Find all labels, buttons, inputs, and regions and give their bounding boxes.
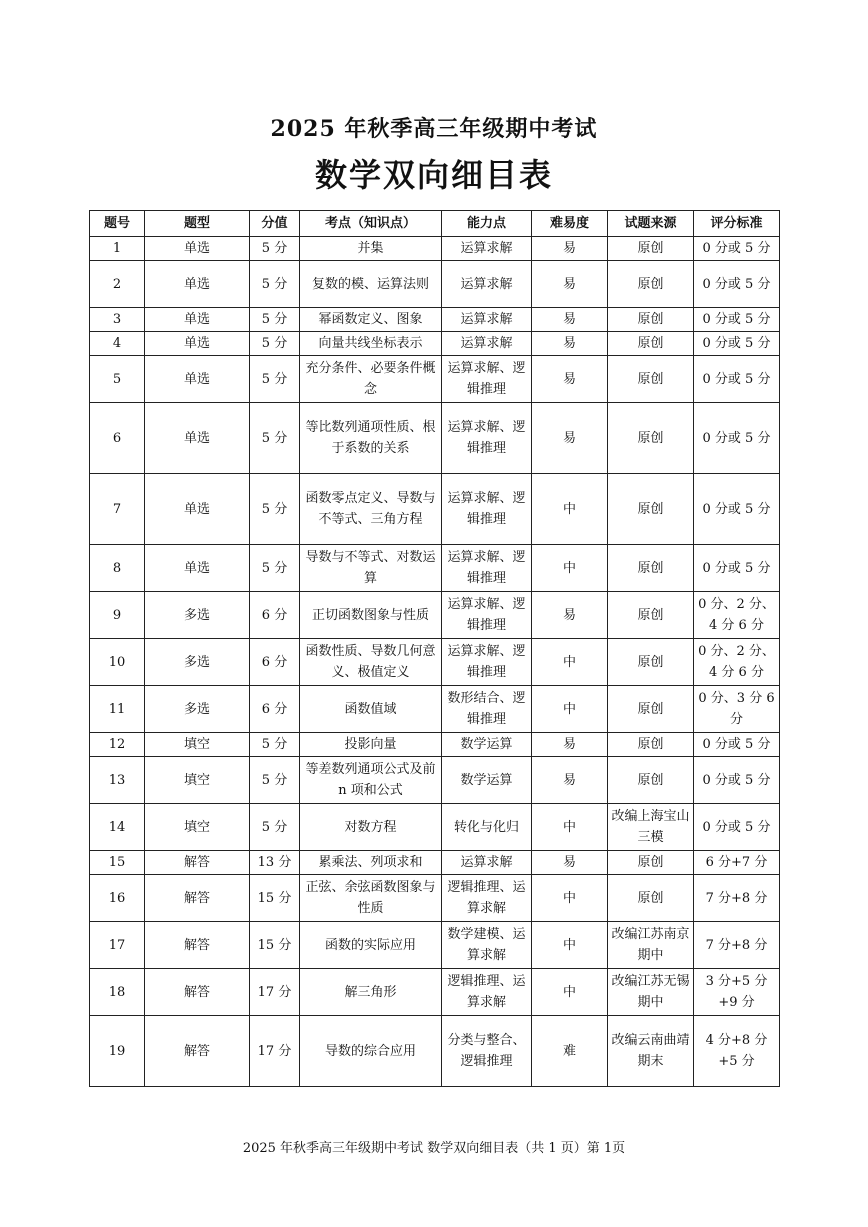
cell-grading: 0 分或 5 分 xyxy=(694,332,780,356)
cell-grading: 0 分或 5 分 xyxy=(694,474,780,545)
table-row xyxy=(90,261,780,308)
cell-question-type: 单选 xyxy=(145,545,250,592)
cell-question-no: 16 xyxy=(90,875,145,922)
cell-question-no: 5 xyxy=(90,356,145,403)
cell-source: 原创 xyxy=(608,545,694,592)
cell-ability: 运算求解、逻辑推理 xyxy=(442,639,532,686)
cell-score: 5 分 xyxy=(250,403,300,474)
cell-grading: 0 分或 5 分 xyxy=(694,308,780,332)
table-row xyxy=(90,237,780,261)
cell-ability: 转化与化归 xyxy=(442,804,532,851)
table-row xyxy=(90,332,780,356)
cell-question-no: 14 xyxy=(90,804,145,851)
cell-score: 5 分 xyxy=(250,308,300,332)
cell-source: 原创 xyxy=(608,733,694,757)
table-row xyxy=(90,875,780,922)
cell-grading: 0 分或 5 分 xyxy=(694,237,780,261)
cell-knowledge-point: 函数零点定义、导数与不等式、三角方程 xyxy=(300,474,442,545)
cell-knowledge-point: 解三角形 xyxy=(300,969,442,1016)
cell-score: 5 分 xyxy=(250,757,300,804)
cell-knowledge-point: 投影向量 xyxy=(300,733,442,757)
cell-difficulty: 中 xyxy=(532,474,608,545)
cell-grading: 7 分+8 分 xyxy=(694,875,780,922)
table-row xyxy=(90,545,780,592)
document-title: 数学双向细目表 xyxy=(314,156,553,194)
cell-question-no: 1 xyxy=(90,237,145,261)
cell-question-type: 单选 xyxy=(145,474,250,545)
cell-source: 原创 xyxy=(608,686,694,733)
cell-knowledge-point: 函数的实际应用 xyxy=(300,922,442,969)
cell-score: 15 分 xyxy=(250,922,300,969)
cell-score: 15 分 xyxy=(250,875,300,922)
cell-difficulty: 易 xyxy=(532,237,608,261)
cell-knowledge-point: 对数方程 xyxy=(300,804,442,851)
cell-question-no: 10 xyxy=(90,639,145,686)
cell-question-type: 填空 xyxy=(145,733,250,757)
cell-ability: 运算求解、逻辑推理 xyxy=(442,545,532,592)
cell-ability: 数学运算 xyxy=(442,757,532,804)
cell-knowledge-point: 导数的综合应用 xyxy=(300,1016,442,1087)
cell-source: 原创 xyxy=(608,639,694,686)
cell-ability: 逻辑推理、运算求解 xyxy=(442,875,532,922)
cell-knowledge-point: 函数值域 xyxy=(300,686,442,733)
cell-question-type: 单选 xyxy=(145,261,250,308)
table-row xyxy=(90,969,780,1016)
table-row xyxy=(90,757,780,804)
cell-knowledge-point: 等差数列通项公式及前 n 项和公式 xyxy=(300,757,442,804)
cell-score: 6 分 xyxy=(250,592,300,639)
cell-grading: 0 分或 5 分 xyxy=(694,403,780,474)
table-row xyxy=(90,403,780,474)
cell-difficulty: 中 xyxy=(532,545,608,592)
table-header-row xyxy=(90,211,780,237)
cell-source: 原创 xyxy=(608,261,694,308)
cell-source: 改编江苏无锡期中 xyxy=(608,969,694,1016)
cell-difficulty: 易 xyxy=(532,757,608,804)
cell-ability: 运算求解、逻辑推理 xyxy=(442,474,532,545)
table-row xyxy=(90,686,780,733)
cell-question-no: 4 xyxy=(90,332,145,356)
cell-difficulty: 中 xyxy=(532,922,608,969)
cell-ability: 运算求解、逻辑推理 xyxy=(442,356,532,403)
cell-question-type: 填空 xyxy=(145,804,250,851)
cell-question-type: 解答 xyxy=(145,969,250,1016)
cell-question-type: 解答 xyxy=(145,875,250,922)
cell-source: 原创 xyxy=(608,474,694,545)
cell-question-type: 多选 xyxy=(145,592,250,639)
cell-grading: 0 分、3 分 6 分 xyxy=(694,686,780,733)
cell-question-type: 多选 xyxy=(145,686,250,733)
cell-source: 原创 xyxy=(608,592,694,639)
cell-score: 17 分 xyxy=(250,1016,300,1087)
cell-source: 原创 xyxy=(608,875,694,922)
cell-score: 17 分 xyxy=(250,969,300,1016)
cell-knowledge-point: 幂函数定义、图象 xyxy=(300,308,442,332)
cell-difficulty: 中 xyxy=(532,969,608,1016)
table-row xyxy=(90,592,780,639)
cell-question-type: 多选 xyxy=(145,639,250,686)
cell-ability: 逻辑推理、运算求解 xyxy=(442,969,532,1016)
cell-question-type: 单选 xyxy=(145,332,250,356)
cell-source: 原创 xyxy=(608,851,694,875)
cell-question-no: 18 xyxy=(90,969,145,1016)
header-question-type: 题型 xyxy=(145,211,250,237)
cell-grading: 0 分或 5 分 xyxy=(694,804,780,851)
header-knowledge-point: 考点（知识点） xyxy=(300,211,442,237)
table-body xyxy=(90,237,780,1087)
cell-grading: 0 分、2 分、4 分 6 分 xyxy=(694,639,780,686)
cell-difficulty: 中 xyxy=(532,639,608,686)
cell-source: 原创 xyxy=(608,237,694,261)
cell-source: 原创 xyxy=(608,308,694,332)
cell-ability: 分类与整合、逻辑推理 xyxy=(442,1016,532,1087)
cell-ability: 运算求解、逻辑推理 xyxy=(442,403,532,474)
cell-knowledge-point: 等比数列通项性质、根于系数的关系 xyxy=(300,403,442,474)
cell-difficulty: 易 xyxy=(532,308,608,332)
cell-knowledge-point: 并集 xyxy=(300,237,442,261)
cell-source: 原创 xyxy=(608,332,694,356)
cell-question-type: 解答 xyxy=(145,922,250,969)
cell-difficulty: 易 xyxy=(532,332,608,356)
exam-title: 2025 年秋季高三年级期中考试 xyxy=(270,116,598,142)
spec-table xyxy=(89,210,780,1087)
cell-ability: 数形结合、逻辑推理 xyxy=(442,686,532,733)
cell-knowledge-point: 正切函数图象与性质 xyxy=(300,592,442,639)
header-grading: 评分标准 xyxy=(694,211,780,237)
cell-question-no: 11 xyxy=(90,686,145,733)
cell-score: 5 分 xyxy=(250,237,300,261)
header-question-no: 题号 xyxy=(90,211,145,237)
cell-grading: 0 分或 5 分 xyxy=(694,356,780,403)
cell-score: 5 分 xyxy=(250,733,300,757)
table-row xyxy=(90,639,780,686)
cell-difficulty: 易 xyxy=(532,592,608,639)
cell-knowledge-point: 向量共线坐标表示 xyxy=(300,332,442,356)
cell-question-no: 6 xyxy=(90,403,145,474)
table-row xyxy=(90,851,780,875)
cell-question-type: 单选 xyxy=(145,308,250,332)
table-row xyxy=(90,474,780,545)
cell-ability: 数学运算 xyxy=(442,733,532,757)
cell-ability: 运算求解 xyxy=(442,261,532,308)
cell-question-type: 单选 xyxy=(145,356,250,403)
cell-difficulty: 易 xyxy=(532,356,608,403)
cell-question-no: 17 xyxy=(90,922,145,969)
cell-score: 5 分 xyxy=(250,474,300,545)
cell-score: 6 分 xyxy=(250,639,300,686)
cell-grading: 3 分+5 分+9 分 xyxy=(694,969,780,1016)
cell-grading: 6 分+7 分 xyxy=(694,851,780,875)
cell-grading: 7 分+8 分 xyxy=(694,922,780,969)
cell-grading: 0 分或 5 分 xyxy=(694,757,780,804)
cell-score: 5 分 xyxy=(250,804,300,851)
cell-question-no: 7 xyxy=(90,474,145,545)
cell-score: 5 分 xyxy=(250,261,300,308)
cell-grading: 4 分+8 分+5 分 xyxy=(694,1016,780,1087)
table-row xyxy=(90,922,780,969)
cell-question-no: 13 xyxy=(90,757,145,804)
cell-knowledge-point: 导数与不等式、对数运算 xyxy=(300,545,442,592)
cell-knowledge-point: 充分条件、必要条件概念 xyxy=(300,356,442,403)
cell-difficulty: 难 xyxy=(532,1016,608,1087)
cell-question-type: 解答 xyxy=(145,851,250,875)
cell-difficulty: 易 xyxy=(532,403,608,474)
header-ability: 能力点 xyxy=(442,211,532,237)
cell-question-no: 15 xyxy=(90,851,145,875)
cell-ability: 运算求解 xyxy=(442,237,532,261)
cell-ability: 运算求解 xyxy=(442,851,532,875)
cell-difficulty: 中 xyxy=(532,686,608,733)
cell-knowledge-point: 函数性质、导数几何意义、极值定义 xyxy=(300,639,442,686)
cell-ability: 运算求解 xyxy=(442,308,532,332)
cell-grading: 0 分或 5 分 xyxy=(694,733,780,757)
cell-question-no: 12 xyxy=(90,733,145,757)
cell-source: 改编云南曲靖期末 xyxy=(608,1016,694,1087)
cell-question-no: 2 xyxy=(90,261,145,308)
cell-score: 5 分 xyxy=(250,356,300,403)
cell-source: 原创 xyxy=(608,403,694,474)
cell-difficulty: 中 xyxy=(532,804,608,851)
header-score: 分值 xyxy=(250,211,300,237)
cell-source: 原创 xyxy=(608,356,694,403)
cell-difficulty: 易 xyxy=(532,851,608,875)
cell-question-type: 填空 xyxy=(145,757,250,804)
cell-question-type: 单选 xyxy=(145,403,250,474)
cell-question-no: 3 xyxy=(90,308,145,332)
header-source: 试题来源 xyxy=(608,211,694,237)
cell-knowledge-point: 正弦、余弦函数图象与性质 xyxy=(300,875,442,922)
cell-ability: 运算求解、逻辑推理 xyxy=(442,592,532,639)
table-row xyxy=(90,1016,780,1087)
cell-grading: 0 分或 5 分 xyxy=(694,261,780,308)
cell-question-no: 8 xyxy=(90,545,145,592)
cell-question-type: 单选 xyxy=(145,237,250,261)
cell-question-no: 19 xyxy=(90,1016,145,1087)
cell-ability: 运算求解 xyxy=(442,332,532,356)
cell-score: 5 分 xyxy=(250,545,300,592)
header-difficulty: 难易度 xyxy=(532,211,608,237)
page-footer: 2025 年秋季高三年级期中考试 数学双向细目表（共 1 页）第 1页 xyxy=(242,1141,626,1156)
table-row xyxy=(90,804,780,851)
cell-question-no: 9 xyxy=(90,592,145,639)
cell-source: 改编江苏南京期中 xyxy=(608,922,694,969)
cell-knowledge-point: 累乘法、列项求和 xyxy=(300,851,442,875)
cell-source: 改编上海宝山三模 xyxy=(608,804,694,851)
cell-knowledge-point: 复数的模、运算法则 xyxy=(300,261,442,308)
cell-score: 6 分 xyxy=(250,686,300,733)
cell-grading: 0 分或 5 分 xyxy=(694,545,780,592)
cell-difficulty: 易 xyxy=(532,733,608,757)
table-row xyxy=(90,308,780,332)
cell-score: 5 分 xyxy=(250,332,300,356)
cell-question-type: 解答 xyxy=(145,1016,250,1087)
cell-score: 13 分 xyxy=(250,851,300,875)
cell-difficulty: 中 xyxy=(532,875,608,922)
cell-grading: 0 分、2 分、4 分 6 分 xyxy=(694,592,780,639)
table-row xyxy=(90,356,780,403)
cell-source: 原创 xyxy=(608,757,694,804)
cell-difficulty: 易 xyxy=(532,261,608,308)
cell-ability: 数学建模、运算求解 xyxy=(442,922,532,969)
table-row xyxy=(90,733,780,757)
